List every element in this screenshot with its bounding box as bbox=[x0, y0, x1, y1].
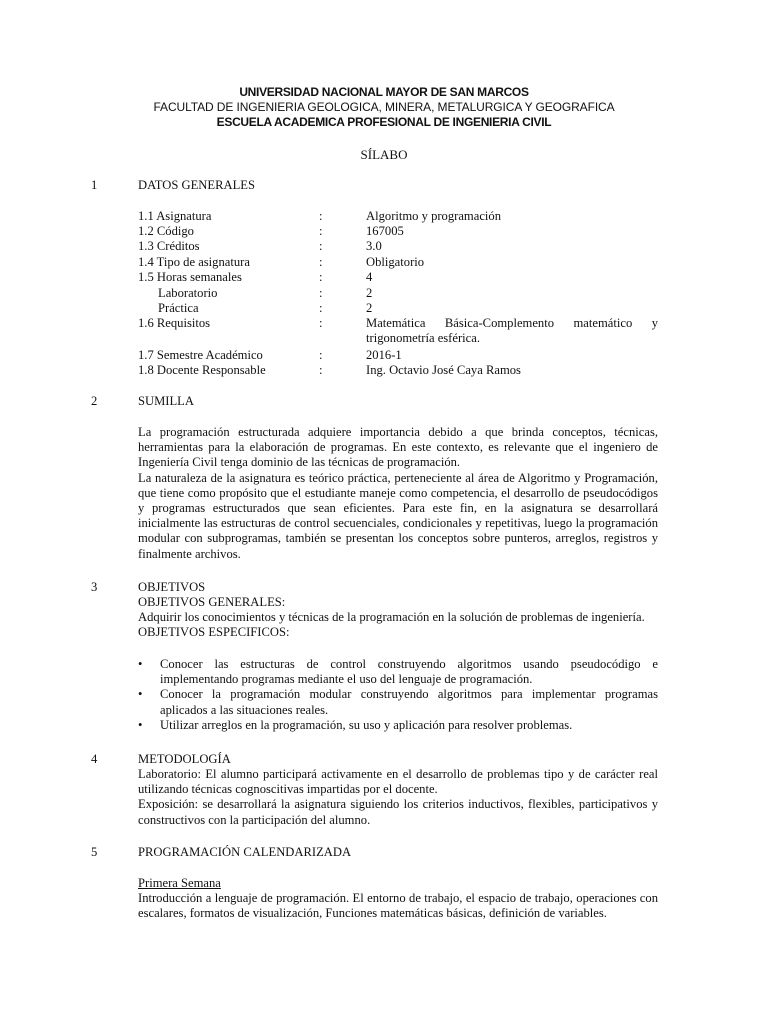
row-label: 1.1 Asignatura bbox=[138, 209, 212, 223]
bullet-icon: • bbox=[138, 657, 143, 671]
table-row bbox=[138, 255, 668, 270]
row-colon: : bbox=[319, 224, 323, 238]
row-label: 1.7 Semestre Académico bbox=[138, 348, 263, 362]
row-label: 1.3 Créditos bbox=[138, 239, 200, 253]
paragraph: La programación estructurada adquiere importancia debido a que brinda conceptos, técnicas, herramientas para la elaboración de programas. En este contexto, es relevante que el ingeniero de Ingeniería Civil tenga dominio de las técnicas de programación. bbox=[138, 425, 658, 470]
row-value: Ing. Octavio José Caya Ramos bbox=[366, 363, 521, 377]
row-colon: : bbox=[319, 286, 323, 300]
paragraph: Adquirir los conocimientos y técnicas de la programación en la solución de problemas de ingeniería. bbox=[138, 610, 645, 625]
row-value: 2 bbox=[366, 286, 373, 300]
bullet-icon: • bbox=[138, 717, 143, 732]
subheading: OBJETIVOS GENERALES: bbox=[138, 595, 286, 609]
section-number: 2 bbox=[91, 394, 98, 408]
row-colon: : bbox=[319, 316, 323, 330]
row-colon: : bbox=[319, 301, 323, 315]
row-label: 1.5 Horas semanales bbox=[138, 270, 242, 284]
paragraph: Introducción a lenguaje de programación. El entorno de trabajo, el espacio de trabajo, operaciones con escalares, formatos de visualización, Funciones matemáticas básicas, definición de variables. bbox=[138, 891, 658, 921]
row-value: 2 bbox=[366, 301, 373, 315]
section-number: 5 bbox=[91, 845, 98, 859]
list-item bbox=[138, 687, 658, 717]
row-label: Práctica bbox=[158, 301, 199, 315]
list-item bbox=[138, 718, 658, 733]
calendar-block bbox=[138, 876, 658, 922]
objectives-block bbox=[138, 595, 658, 641]
row-value: Obligatorio bbox=[366, 255, 425, 269]
row-value: 2016-1 bbox=[366, 348, 402, 362]
subheading: OBJETIVOS ESPECIFICOS: bbox=[138, 625, 290, 640]
section-number: 4 bbox=[91, 752, 98, 766]
section-number: 3 bbox=[91, 580, 98, 594]
table-row bbox=[138, 286, 668, 301]
document-title: SÍLABO bbox=[360, 147, 408, 162]
section-title: METODOLOGÍA bbox=[138, 752, 231, 766]
row-colon: : bbox=[319, 209, 323, 223]
row-colon: : bbox=[319, 348, 323, 362]
table-row bbox=[138, 209, 668, 224]
row-value: Matemática Básica-Complemento matemático y trigonometría esférica. bbox=[366, 316, 658, 346]
methodology-text bbox=[138, 767, 658, 828]
row-colon: : bbox=[319, 270, 323, 284]
sumilla-text bbox=[138, 425, 658, 562]
section-title: OBJETIVOS bbox=[138, 580, 206, 594]
paragraph: La naturaleza de la asignatura es teórico práctica, perteneciente al área de Algoritmo y Programación, que tiene como propósito que el estudiante maneje como competencia, el desarrollo de pseudocódigos y programas estructurados que sean eficientes. Para este fin, en la asignatura se desarrollará inicialmente las estructuras de control secuenciales, condicionales y repetitivas, luego la programación modular con subprogramas, también se presentan los conceptos sobre punteros, arreglos, registros y finalmente archivos. bbox=[138, 470, 658, 561]
row-colon: : bbox=[319, 255, 323, 269]
week-title: Primera Semana bbox=[138, 876, 221, 890]
row-label: 1.8 Docente Responsable bbox=[138, 363, 266, 377]
row-value: 3.0 bbox=[366, 239, 382, 253]
row-value: 4 bbox=[366, 270, 373, 284]
row-label: Laboratorio bbox=[158, 286, 218, 300]
table-row bbox=[138, 239, 668, 254]
row-colon: : bbox=[319, 363, 323, 377]
bullet-icon: • bbox=[138, 687, 143, 702]
row-label: 1.2 Código bbox=[138, 224, 194, 238]
list-item-text: Conocer las estructuras de control construyendo algoritmos usando pseudocódigo e implementando programas mediante el uso del lenguaje de programación. bbox=[160, 657, 658, 687]
paragraph: Laboratorio: El alumno participará activamente en el desarrollo de problemas tipo y de carácter real utilizando técnicas cognoscitivas impartidas por el docente. bbox=[138, 767, 658, 797]
section-title: SUMILLA bbox=[138, 394, 194, 408]
row-colon: : bbox=[319, 239, 323, 253]
list-item-text: Conocer la programación modular construyendo algoritmos para implementar programas aplicados a las situaciones reales. bbox=[160, 687, 658, 717]
row-label: 1.6 Requisitos bbox=[138, 316, 211, 330]
row-label: 1.4 Tipo de asignatura bbox=[138, 255, 250, 269]
section-number: 1 bbox=[91, 178, 98, 192]
table-row bbox=[138, 224, 668, 239]
section-title: PROGRAMACIÓN CALENDARIZADA bbox=[138, 845, 352, 859]
table-row bbox=[138, 316, 668, 346]
table-row bbox=[138, 348, 668, 363]
table-row bbox=[138, 363, 668, 378]
university-name: UNIVERSIDAD NACIONAL MAYOR DE SAN MARCOS bbox=[239, 85, 529, 99]
table-row bbox=[138, 301, 668, 316]
section-title: DATOS GENERALES bbox=[138, 178, 255, 192]
list-item-text: Utilizar arreglos en la programación, su uso y aplicación para resolver problemas. bbox=[160, 717, 573, 732]
row-value: Algoritmo y programación bbox=[366, 209, 502, 223]
faculty-name: FACULTAD DE INGENIERIA GEOLOGICA, MINERA, METALURGICA Y GEOGRAFICA bbox=[153, 100, 615, 114]
paragraph: Exposición: se desarrollará la asignatura siguiendo los criterios inductivos, flexibles, participativos y constructivos con la participación del alumno. bbox=[138, 797, 658, 827]
row-value: 167005 bbox=[366, 224, 404, 238]
table-row bbox=[138, 270, 668, 285]
objectives-list bbox=[138, 657, 658, 733]
school-name: ESCUELA ACADEMICA PROFESIONAL DE INGENIERIA CIVIL bbox=[216, 115, 552, 129]
list-item bbox=[138, 657, 658, 687]
